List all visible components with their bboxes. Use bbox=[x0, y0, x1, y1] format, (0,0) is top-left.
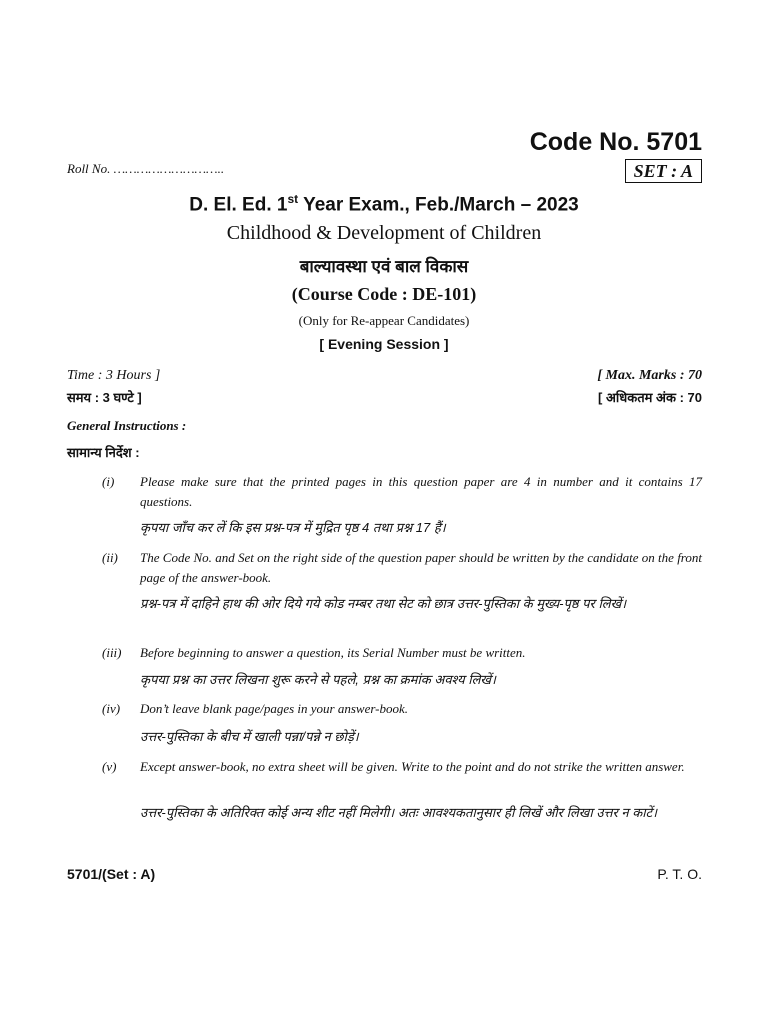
subject-title-hindi: बाल्यावस्था एवं बाल विकास bbox=[299, 257, 469, 276]
instructions-heading-hindi: सामान्य निर्देश : bbox=[67, 445, 140, 460]
instruction-number: (v) bbox=[102, 759, 117, 774]
exam-title-prefix: D. El. Ed. 1 bbox=[189, 194, 288, 216]
instruction-text-hindi: प्रश्न-पत्र में दाहिने हाथ की ओर दिये गये कोड नम्बर तथा सेट को छात्र उत्तर-पुस्तिका के मुख्य-पृष्ठ पर लिखें। bbox=[140, 596, 627, 611]
reappear-note: (Only for Re-appear Candidates) bbox=[298, 313, 470, 328]
time-english: Time : 3 Hours ] bbox=[67, 368, 161, 383]
instruction-number: (iii) bbox=[102, 645, 122, 660]
course-code: (Course Code : DE-101) bbox=[291, 284, 477, 304]
instruction-number: (iv) bbox=[102, 701, 121, 716]
session-label: [ Evening Session ] bbox=[319, 336, 449, 352]
time-hindi: समय : 3 घण्टे ] bbox=[67, 390, 142, 405]
instructions-heading: General Instructions : bbox=[67, 418, 187, 433]
instruction-text: Please make sure that the printed pages in this question paper are 4 in number and it contains 17 questions. bbox=[140, 474, 702, 509]
marks-hindi: [ अधिकतम अंक : 70 bbox=[598, 390, 702, 405]
footer-pto: P. T. O. bbox=[657, 866, 702, 882]
code-number: Code No. 5701 bbox=[529, 128, 702, 156]
exam-title-suffix: Year Exam., Feb./March – 2023 bbox=[298, 194, 579, 216]
instruction-text: Before beginning to answer a question, its Serial Number must be written. bbox=[140, 645, 526, 660]
instruction-text: Except answer-book, no extra sheet will be given. Write to the point and do not strike the written answer. bbox=[140, 759, 685, 774]
exam-title-sup: st bbox=[287, 192, 299, 206]
instruction-text: Don’t leave blank page/pages in your answer-book. bbox=[140, 701, 408, 716]
exam-title bbox=[0, 192, 768, 216]
subject-title: Childhood & Development of Children bbox=[226, 222, 542, 244]
instruction-number: (i) bbox=[102, 474, 115, 489]
set-badge: SET : A bbox=[625, 159, 702, 183]
marks-english: [ Max. Marks : 70 bbox=[597, 368, 702, 383]
instruction-text-hindi: उत्तर-पुस्तिका के अतिरिक्त कोई अन्य शीट नहीं मिलेगी। अतः आवश्यकतानुसार ही लिखें और लिखा उत्तर न काटें। bbox=[140, 805, 658, 820]
roll-number-line: Roll No. ……………………….. bbox=[67, 161, 225, 176]
footer-code-set: 5701/(Set : A) bbox=[67, 866, 156, 882]
instruction-text-hindi: कृपया प्रश्न का उत्तर लिखना शुरू करने से पहले, प्रश्न का क्रमांक अवश्य लिखें। bbox=[140, 672, 496, 687]
instruction-text-hindi: कृपया जाँच कर लें कि इस प्रश्न-पत्र में मुद्रित पृष्ठ 4 तथा प्रश्न 17 हैं। bbox=[140, 520, 446, 535]
instruction-text: The Code No. and Set on the right side of the question paper should be written by the candidate on the front page of the answer-book. bbox=[140, 550, 702, 585]
instruction-number: (ii) bbox=[102, 550, 118, 565]
instruction-text-hindi: उत्तर-पुस्तिका के बीच में खाली पन्ना/पन्ने न छोड़ें। bbox=[140, 729, 359, 744]
